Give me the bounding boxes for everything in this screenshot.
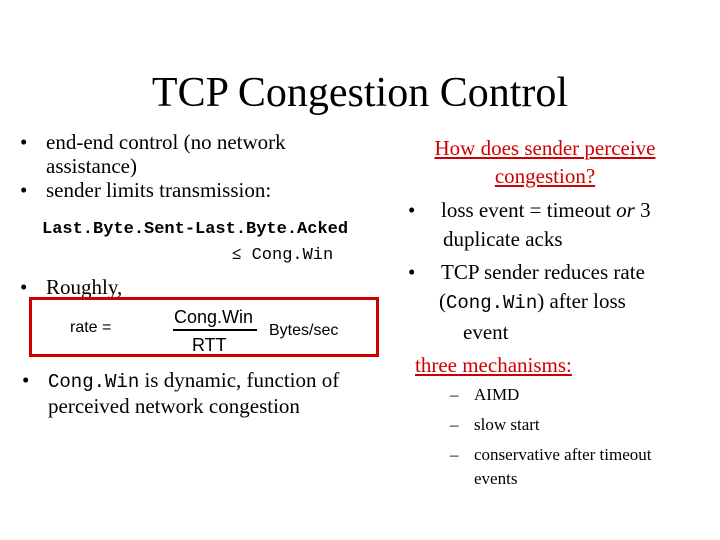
dash-glyph: – xyxy=(450,385,459,404)
question-line-2: congestion? xyxy=(494,164,596,188)
right-bullet-1-text-a: loss event = timeout xyxy=(441,198,617,222)
congwin-code: Cong.Win xyxy=(446,292,538,314)
rate-unit: Bytes/sec xyxy=(269,322,339,339)
right-bullet-2-line-1: TCP sender reduces rate xyxy=(441,260,645,284)
right-bullet-2-open-paren: ( xyxy=(439,289,446,313)
slide-title: TCP Congestion Control xyxy=(151,70,569,116)
question-line-1: How does sender perceive xyxy=(434,136,656,160)
right-bullet-1-or: or xyxy=(616,198,635,222)
left-bullet-3 xyxy=(20,275,220,299)
fraction-denominator: RTT xyxy=(192,335,227,355)
dash-glyph: – xyxy=(450,415,459,434)
fraction-bar xyxy=(173,329,257,331)
right-bullet-1 xyxy=(405,196,695,254)
right-bullet-2 xyxy=(405,258,695,347)
code-expression-line-2 xyxy=(232,243,333,267)
mechanism-slow-start: slow start xyxy=(474,415,540,434)
bullet-glyph: • xyxy=(20,178,28,202)
left-bullet-1-line-2: assistance) xyxy=(46,154,137,178)
bullet-glyph: • xyxy=(20,130,28,154)
mechanisms-list xyxy=(450,383,700,491)
list-item xyxy=(450,413,700,443)
code-expression-line-1: Last.Byte.Sent-Last.Byte.Acked xyxy=(42,220,349,239)
left-bullet-1-line-1: end-end control (no network xyxy=(46,130,286,154)
bullet-glyph: • xyxy=(408,260,416,284)
right-bullet-1-line-2: duplicate acks xyxy=(443,227,563,251)
dash-glyph: – xyxy=(450,445,459,464)
rate-label: rate = xyxy=(70,319,112,336)
bullet-glyph: • xyxy=(408,198,416,222)
left-bullet-4 xyxy=(22,368,387,418)
right-bullet-2-line-3: event xyxy=(463,320,509,344)
left-bullet-3-text: Roughly, xyxy=(46,275,123,299)
congwin-code: Cong.Win xyxy=(48,371,140,393)
left-bullet-4-text: is dynamic, function of xyxy=(139,368,340,392)
right-bullet-1-text-b: 3 xyxy=(634,198,651,222)
mechanisms-heading: three mechanisms: xyxy=(415,353,572,377)
left-bullet-2 xyxy=(20,178,380,202)
list-item xyxy=(450,383,700,413)
congwin-code: Cong.Win xyxy=(251,246,334,265)
left-bullet-4-line-2: perceived network congestion xyxy=(48,394,300,418)
left-bullet-1 xyxy=(20,130,380,178)
bullet-glyph: • xyxy=(20,275,28,299)
mechanism-conservative-line-2: events xyxy=(474,469,518,488)
less-equal-symbol: ≤ xyxy=(232,244,242,263)
question-heading xyxy=(400,134,690,190)
right-bullet-2-close: ) after loss xyxy=(537,289,626,313)
list-item xyxy=(450,443,700,491)
bullet-glyph: • xyxy=(22,368,30,392)
mechanism-aimd: AIMD xyxy=(474,385,520,404)
fraction-numerator: Cong.Win xyxy=(174,307,254,327)
left-bullet-2-text: sender limits transmission: xyxy=(46,178,272,202)
mechanism-conservative: conservative after timeout xyxy=(474,445,652,464)
